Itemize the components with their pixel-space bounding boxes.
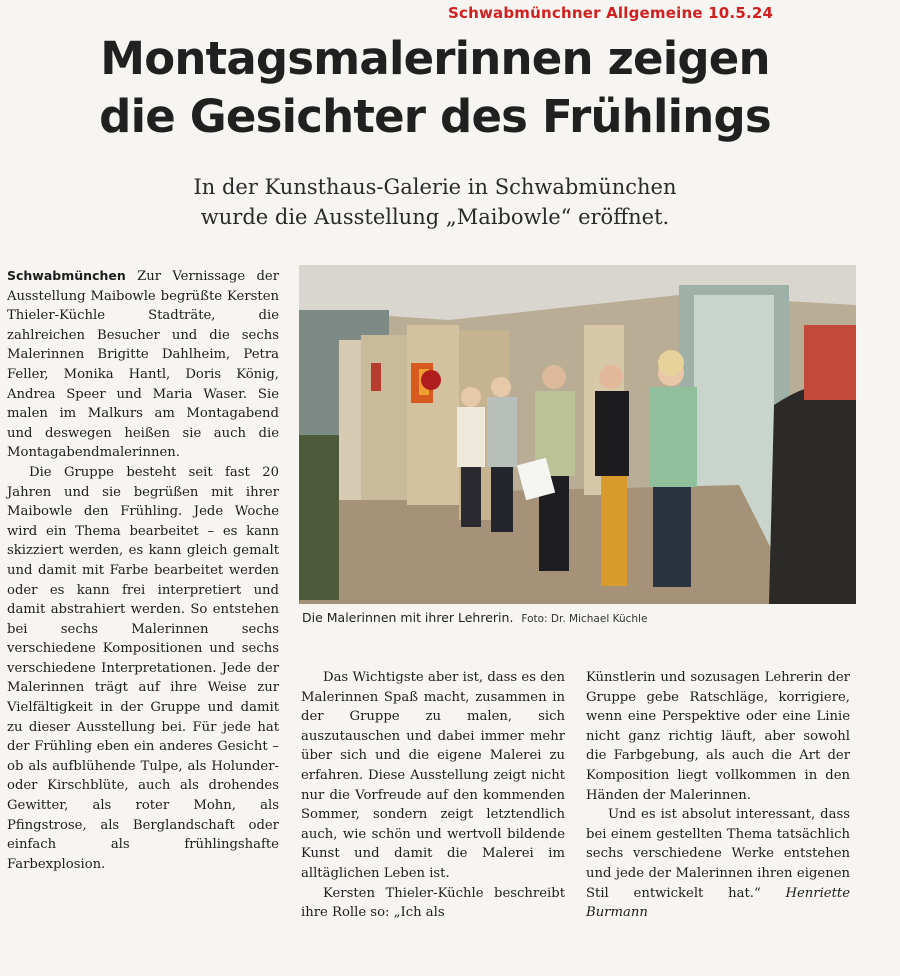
paragraph-4: Kersten Thieler-Küchle beschreibt ihre Rolle so: „Ich als: [301, 885, 565, 921]
author-name: Henriette Burmann: [586, 885, 850, 921]
paragraph-1-text: Zur Vernissage der Ausstellung Maibowle begrüßte Kersten Thieler-Küchle Stadträte, die zahlreichen Besucher und die sechs Malerinnen Brigitte Dahlheim, Petra Feller, Monika Hantl, Doris König, Andrea Speer und Maria Waser. Sie malen im Malkurs am Montagabend und deswegen heißen sie auch die Montagabendmalerinnen.: [7, 269, 279, 461]
gallery-photo-illustration: [299, 265, 856, 604]
subheadline: [0, 172, 870, 232]
newspaper-source-date: Schwabmünchner Allgemeine 10.5.24: [448, 4, 774, 22]
paragraph-2: Die Gruppe besteht seit fast 20 Jahren und sie begrüßen mit ihrer Maibowle den Frühling. Jede Woche wird ein Thema bearbeitet – es kann skizziert werden, es kann gleich gemalt und damit mit Farbe bearbeitet werden oder es kann frei interpretiert und damit abstrahiert werden. So entstehen bei sechs Malerinnen sechs verschiedene Kompositionen und sechs verschiedene Interpretationen. Jede der Malerinnen trägt auf ihre Weise zur Vielfältigkeit in der Gruppe und damit zu dieser Ausstellung bei. Für jede hat der Frühling eben ein anderes Gesicht – ob als aufblühende Tulpe, als Holunder- oder Kirschblüte, auch als drohendes Gewitter, als roter Mohn, als Pfingstrose, als Berglandschaft oder einfach als frühlingshafte Farbexplosion.: [7, 464, 279, 872]
paragraph-6-text: Und es ist absolut interessant, dass bei einem gestellten Thema tatsächlich sechs verschiedene Werke entstehen und jede der Malerinnen ihren eigenen Stil entwickelt hat.“: [586, 807, 850, 901]
photo-credit: Foto: Dr. Michael Küchle: [521, 613, 648, 625]
article-column-1: [7, 266, 279, 874]
dateline: Schwabmünchen: [7, 268, 126, 283]
article-column-3: [586, 668, 850, 923]
article-column-2: [301, 668, 565, 923]
subheadline-line-2: wurde die Ausstellung „Maibowle“ eröffnet.: [200, 205, 670, 229]
headline-line-2: die Gesichter des Frühlings: [99, 90, 771, 143]
headline-line-1: Montagsmalerinnen zeigen: [100, 32, 770, 85]
caption-text: Die Malerinnen mit ihrer Lehrerin.: [302, 610, 514, 625]
paragraph-1: [7, 266, 279, 463]
headline: [0, 30, 870, 146]
paragraph-3: Das Wichtigste aber ist, dass es den Malerinnen Spaß macht, zusammen in der Gruppe zu malen, sich auszutauschen und dabei immer mehr über sich und die eigene Malerei zu erfahren. Diese Ausstellung zeigt nicht nur die Vorfreude auf den kommenden Sommer, sondern zeigt letztendlich auch, wie schön und wertvoll bildende Kunst und damit die Malerei im alltäglichen Leben ist.: [301, 670, 565, 881]
photo-caption: [302, 610, 862, 625]
subheadline-line-1: In der Kunsthaus-Galerie in Schwabmünchen: [193, 175, 677, 199]
paragraph-6: [586, 805, 850, 923]
article-photo: [299, 265, 856, 604]
paragraph-5: Künstlerin und sozusagen Lehrerin der Gruppe gebe Ratschläge, korrigiere, wenn eine Perspektive oder eine Linie nicht ganz richtig läuft, aber sowohl die Farbgebung, als auch die Art der Komposition liegt vollkommen in den Händen der Malerinnen.: [586, 670, 850, 803]
